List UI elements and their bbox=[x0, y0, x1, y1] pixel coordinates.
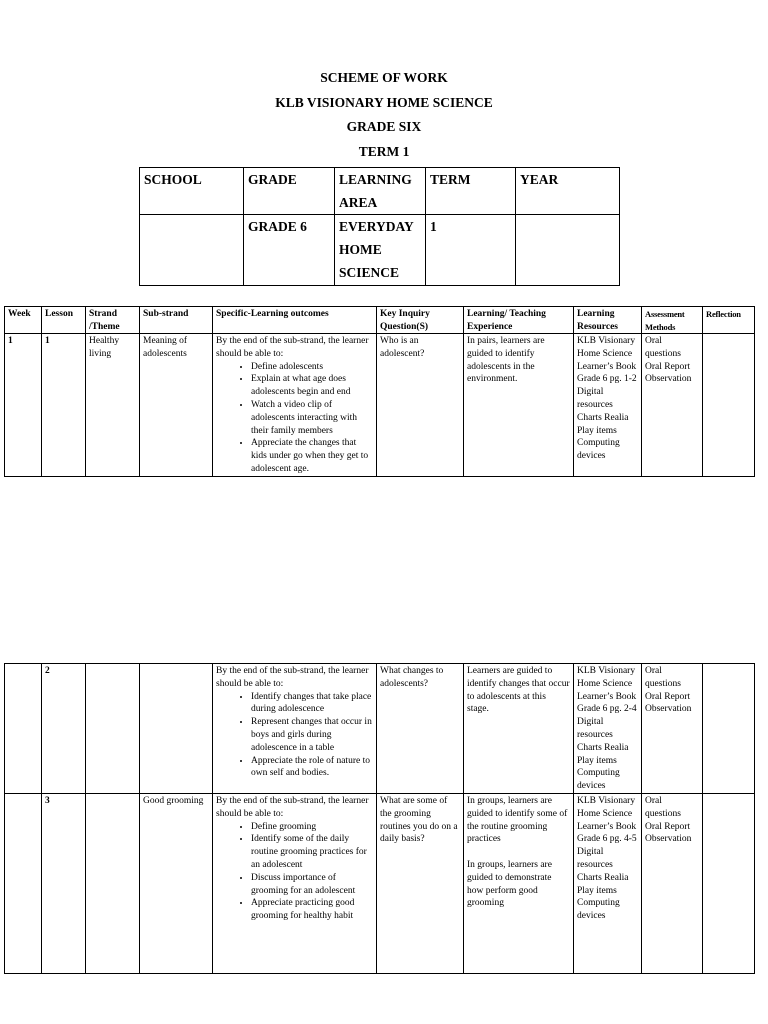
info-learning-area-label: LEARNING AREA bbox=[335, 168, 426, 215]
outcome-item: • Explain at what age does adolescents begin and end bbox=[251, 373, 373, 399]
cell-inquiry: What changes to adolescents? bbox=[377, 664, 464, 794]
table-row bbox=[5, 793, 755, 973]
cell-assessment: Oral questions Oral Report Observation bbox=[642, 334, 703, 477]
col-substrand: Sub-strand bbox=[140, 307, 213, 334]
cell-experience bbox=[464, 793, 574, 973]
table-row bbox=[5, 664, 755, 794]
scheme-table-page2 bbox=[4, 663, 755, 974]
col-outcomes: Specific-Learning outcomes bbox=[213, 307, 377, 334]
outcome-item: • Define grooming bbox=[251, 821, 373, 834]
col-inquiry: Key Inquiry Question(S) bbox=[377, 307, 464, 334]
cell-week: 1 bbox=[5, 334, 42, 477]
cell-lesson: 1 bbox=[42, 334, 86, 477]
experience-text: In groups, learners are guided to demonstrate how perform good grooming bbox=[467, 859, 552, 909]
outcome-item: • Identify changes that take place during adolescence bbox=[251, 691, 373, 717]
cell-strand: Healthy living bbox=[86, 334, 140, 477]
outcome-item: • Appreciate the role of nature to own self and bodies. bbox=[251, 755, 373, 781]
cell-strand bbox=[86, 664, 140, 794]
info-term-value: 1 bbox=[426, 215, 516, 286]
title-term: TERM 1 bbox=[358, 143, 410, 159]
experience-text: In groups, learners are guided to identify some of the routine grooming practices bbox=[467, 795, 568, 845]
col-week: Week bbox=[5, 307, 42, 334]
cell-week bbox=[5, 664, 42, 794]
cell-assessment: Oral questions Oral Report Observation bbox=[642, 793, 703, 973]
cell-experience bbox=[464, 334, 574, 477]
document-title-block bbox=[0, 66, 768, 164]
outcome-item: • Watch a video clip of adolescents interacting with their family members bbox=[251, 399, 373, 437]
cell-outcomes bbox=[213, 664, 377, 794]
outcomes-intro: By the end of the sub-strand, the learner should be able to: bbox=[216, 795, 369, 819]
col-assessment: Assessment Methods bbox=[642, 307, 703, 334]
info-year-label: YEAR bbox=[516, 168, 620, 215]
col-strand: Strand /Theme bbox=[86, 307, 140, 334]
info-value-row bbox=[140, 215, 620, 286]
cell-resources: KLB Visionary Home Science Learner’s Book Grade 6 pg. 2-4 Digital resources Charts Realia Play items Computing devices bbox=[574, 664, 642, 794]
title-scheme-of-work: SCHEME OF WORK bbox=[320, 70, 448, 85]
cell-outcomes bbox=[213, 334, 377, 477]
outcomes-list bbox=[216, 691, 373, 781]
info-school-label: SCHOOL bbox=[140, 168, 244, 215]
outcomes-intro: By the end of the sub-strand, the learner should be able to: bbox=[216, 336, 369, 359]
cell-substrand: Meaning of adolescents bbox=[140, 334, 213, 477]
outcome-item: • Identify some of the daily routine grooming practices for an adolescent bbox=[251, 833, 373, 871]
info-grade-label: GRADE bbox=[244, 168, 335, 215]
info-term-label: TERM bbox=[426, 168, 516, 215]
cell-resources: KLB Visionary Home Science Learner’s Book Grade 6 pg. 1-2 Digital resources Charts Realia Play items Computing devices bbox=[574, 334, 642, 477]
cell-lesson: 3 bbox=[42, 793, 86, 973]
info-header-row bbox=[140, 168, 620, 215]
cell-inquiry: Who is an adolescent? bbox=[377, 334, 464, 477]
info-learning-area-value: EVERYDAY HOME SCIENCE bbox=[335, 215, 426, 286]
outcome-item: • Represent changes that occur in boys and girls during adolescence in a table bbox=[251, 716, 373, 754]
cell-substrand: Good grooming bbox=[140, 793, 213, 973]
cell-reflection bbox=[703, 664, 755, 794]
outcome-item: • Appreciate the changes that kids under go when they get to adolescent age. bbox=[251, 437, 373, 475]
cell-outcomes bbox=[213, 793, 377, 973]
cell-strand bbox=[86, 793, 140, 973]
school-info-table bbox=[139, 167, 620, 286]
info-year-value bbox=[516, 215, 620, 286]
scheme-table-page1 bbox=[4, 306, 755, 477]
cell-lesson: 2 bbox=[42, 664, 86, 794]
cell-reflection bbox=[703, 793, 755, 973]
cell-inquiry: What are some of the grooming routines you do on a daily basis? bbox=[377, 793, 464, 973]
table-header-row bbox=[5, 307, 755, 334]
cell-resources: KLB Visionary Home Science Learner’s Book Grade 6 pg. 4-5 Digital resources Charts Realia Play items Computing devices bbox=[574, 793, 642, 973]
outcomes-list bbox=[216, 361, 373, 476]
title-publisher: KLB VISIONARY HOME SCIENCE bbox=[275, 94, 493, 110]
info-grade-value: GRADE 6 bbox=[244, 215, 335, 286]
outcome-item: • Discuss importance of grooming for an adolescent bbox=[251, 872, 373, 898]
table-row bbox=[5, 334, 755, 477]
col-experience: Learning/ Teaching Experience bbox=[464, 307, 574, 334]
cell-substrand bbox=[140, 664, 213, 794]
col-reflection: Reflection bbox=[703, 307, 755, 334]
cell-week bbox=[5, 793, 42, 973]
col-lesson: Lesson bbox=[42, 307, 86, 334]
cell-reflection bbox=[703, 334, 755, 477]
experience-text: In pairs, learners are guided to identify adolescents in the environment. bbox=[467, 336, 545, 385]
outcome-item: • Appreciate practicing good grooming for healthy habit bbox=[251, 897, 373, 923]
cell-experience bbox=[464, 664, 574, 794]
outcome-item: • Define adolescents bbox=[251, 361, 373, 374]
title-grade: GRADE SIX bbox=[346, 119, 422, 134]
info-school-value bbox=[140, 215, 244, 286]
experience-text: Learners are guided to identify changes that occur to adolescents at this stage. bbox=[467, 666, 570, 715]
cell-assessment: Oral questions Oral Report Observation bbox=[642, 664, 703, 794]
outcomes-list bbox=[216, 821, 373, 923]
col-resources: Learning Resources bbox=[574, 307, 642, 334]
outcomes-intro: By the end of the sub-strand, the learner should be able to: bbox=[216, 666, 369, 689]
